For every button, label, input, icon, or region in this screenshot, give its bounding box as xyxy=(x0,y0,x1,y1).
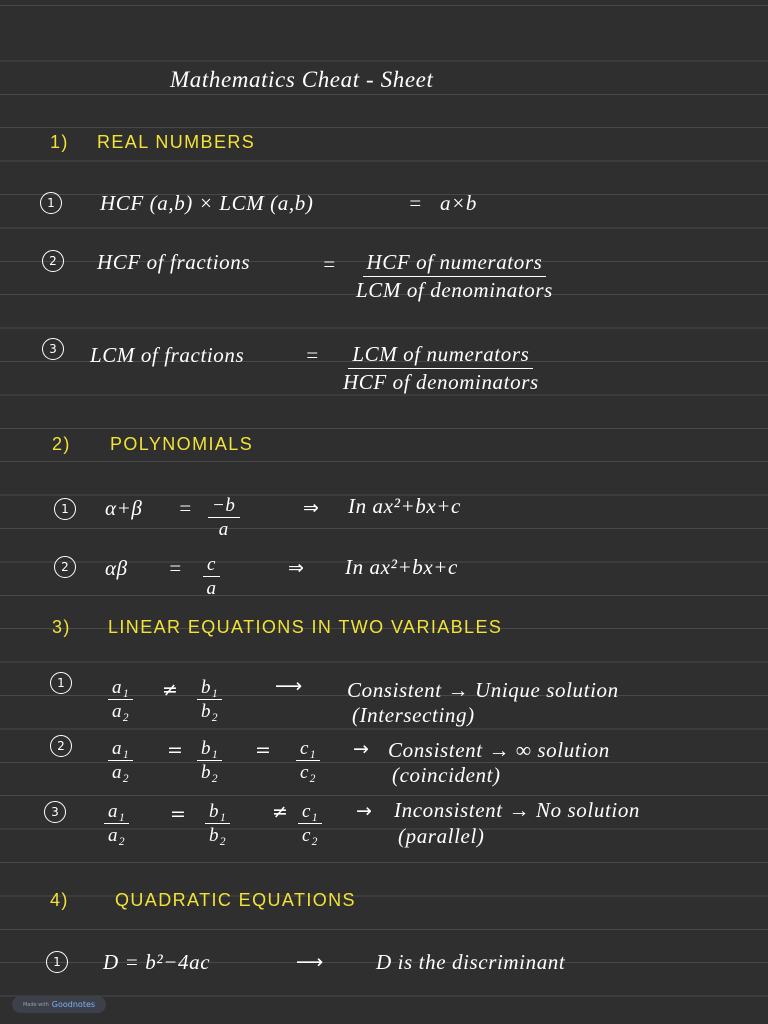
section-heading: POLYNOMIALS xyxy=(110,434,254,454)
numerator: HCF of numerators xyxy=(363,249,547,277)
numerator: a₁ xyxy=(108,737,133,761)
numerator: b₁ xyxy=(197,676,222,700)
denominator: a xyxy=(218,519,229,540)
item-marker: 3 xyxy=(42,338,64,360)
formula-lhs: αβ xyxy=(105,556,128,580)
numerator: c xyxy=(203,553,220,577)
item-marker: 2 xyxy=(50,735,72,757)
denominator: a₂ xyxy=(112,762,130,783)
formula-rhs: In ax²+bx+c xyxy=(348,494,461,518)
denominator: c₂ xyxy=(302,825,319,846)
numerator: LCM of numerators xyxy=(348,341,533,369)
denominator: a₂ xyxy=(112,701,130,722)
fraction xyxy=(208,494,240,541)
fraction xyxy=(343,341,539,396)
note-text: (coincident) xyxy=(392,763,501,787)
denominator: b₂ xyxy=(201,762,219,783)
section-heading: LINEAR EQUATIONS IN TWO VARIABLES xyxy=(108,617,503,637)
denominator: a₂ xyxy=(108,825,126,846)
section-number: 3) xyxy=(52,617,71,637)
item-marker: 1 xyxy=(50,672,72,694)
operator: ≠ xyxy=(162,679,179,701)
equals-sign: = xyxy=(322,252,337,276)
denominator: LCM of denominators xyxy=(356,278,553,302)
formula-lhs: HCF of fractions xyxy=(97,250,251,274)
arrow: ⟶ xyxy=(275,675,303,697)
numerator: c₁ xyxy=(296,737,320,761)
fraction-c xyxy=(296,737,320,784)
numerator: a₁ xyxy=(108,676,133,700)
fraction-b xyxy=(197,737,222,784)
item-marker: 3 xyxy=(44,801,66,823)
operator: = xyxy=(170,803,187,825)
operator: = xyxy=(255,739,272,761)
formula-lhs: α+β xyxy=(105,496,143,520)
equals-sign: = xyxy=(305,343,320,367)
note-text: (Intersecting) xyxy=(352,703,475,727)
equals-sign: = xyxy=(408,191,423,215)
formula-rhs: a×b xyxy=(440,191,477,215)
arrow: ⟶ xyxy=(296,951,324,973)
section-number: 4) xyxy=(50,890,69,910)
result-text: Inconsistent → No solution xyxy=(394,798,641,822)
numerator: b₁ xyxy=(197,737,222,761)
numerator: c₁ xyxy=(298,800,322,824)
formula-lhs: HCF (a,b) × LCM (a,b) xyxy=(100,191,314,215)
goodnotes-badge xyxy=(12,996,106,1013)
fraction-a xyxy=(108,737,133,784)
operator: ≠ xyxy=(272,801,289,823)
badge-prefix: Made with xyxy=(22,1001,49,1008)
denominator: HCF of denominators xyxy=(343,370,539,394)
section-number: 2) xyxy=(52,434,71,454)
operator: = xyxy=(167,739,184,761)
fraction-b xyxy=(197,676,222,723)
fraction-b xyxy=(205,800,230,847)
page-title: Mathematics Cheat - Sheet xyxy=(170,67,434,92)
item-marker: 1 xyxy=(40,192,62,214)
equals-sign: = xyxy=(178,496,193,520)
badge-brand: Goodnotes xyxy=(51,1000,96,1009)
implies-arrow: ⇒ xyxy=(303,497,320,519)
formula-rhs: In ax²+bx+c xyxy=(345,555,458,579)
formula-lhs: LCM of fractions xyxy=(90,343,245,367)
denominator: b₂ xyxy=(201,701,219,722)
result-text: Consistent → ∞ solution xyxy=(388,738,610,762)
section-number: 1) xyxy=(50,132,69,152)
numerator: −b xyxy=(208,494,240,518)
denominator: c₂ xyxy=(300,762,317,783)
section-heading: QUADRATIC EQUATIONS xyxy=(115,890,356,910)
arrow: → xyxy=(356,800,373,822)
section-heading: REAL NUMBERS xyxy=(97,132,256,152)
item-marker: 1 xyxy=(54,498,76,520)
fraction-c xyxy=(298,800,322,847)
result-text: Consistent → Unique solution xyxy=(347,678,619,702)
formula-rhs: D is the discriminant xyxy=(376,950,566,974)
numerator: b₁ xyxy=(205,800,230,824)
arrow: → xyxy=(353,738,370,760)
fraction-a xyxy=(108,676,133,723)
formula-lhs: D = b²−4ac xyxy=(103,950,211,974)
fraction-a xyxy=(104,800,129,847)
implies-arrow: ⇒ xyxy=(288,557,305,579)
numerator: a₁ xyxy=(104,800,129,824)
denominator: a xyxy=(206,578,217,599)
fraction xyxy=(356,249,553,304)
item-marker: 2 xyxy=(54,556,76,578)
item-marker: 2 xyxy=(42,250,64,272)
note-text: (parallel) xyxy=(398,824,485,848)
fraction xyxy=(203,553,220,600)
denominator: b₂ xyxy=(209,825,227,846)
item-marker: 1 xyxy=(46,951,68,973)
equals-sign: = xyxy=(168,556,183,580)
